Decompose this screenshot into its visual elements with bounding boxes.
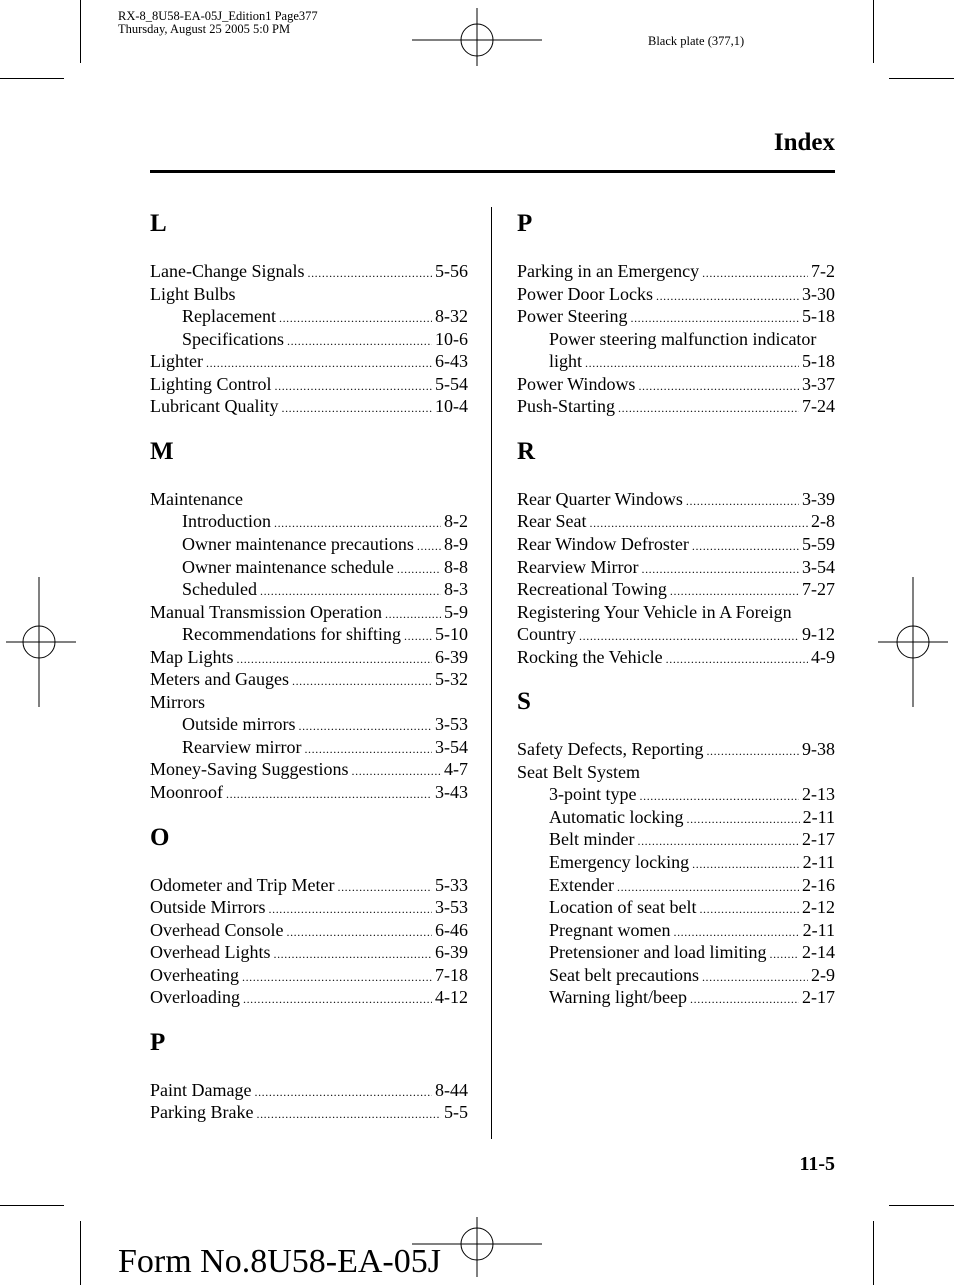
index-entry	[517, 510, 835, 534]
index-subentry	[549, 851, 835, 875]
entry-label: Owner maintenance schedule	[182, 556, 394, 577]
dot-leader	[637, 828, 799, 852]
index-entry	[150, 395, 468, 419]
entry-page-ref: 7-18	[435, 964, 468, 985]
entry-label: Specifications	[182, 328, 284, 349]
dot-leader	[638, 373, 799, 397]
entry-page-ref: 8-44	[435, 1079, 468, 1100]
index-entry	[517, 646, 835, 670]
entry-page-ref: 5-9	[444, 601, 468, 622]
index-entry	[150, 283, 468, 305]
entry-page-ref: 2-11	[802, 806, 835, 827]
dot-leader	[256, 1101, 441, 1125]
dot-leader	[769, 941, 799, 965]
entry-label: Paint Damage	[150, 1079, 252, 1100]
entry-page-ref: 7-27	[802, 579, 835, 600]
dot-leader	[337, 874, 432, 898]
crop-mark	[80, 0, 81, 63]
index-subentry	[549, 806, 835, 830]
entry-label: Light Bulbs	[150, 283, 236, 304]
dot-leader	[304, 736, 432, 760]
index-subentry	[182, 578, 468, 602]
index-entry	[517, 260, 835, 284]
entry-label: Replacement	[182, 306, 276, 327]
index-entry	[150, 1079, 468, 1103]
index-entry	[150, 601, 468, 625]
entry-label: Rocking the Vehicle	[517, 646, 663, 667]
print-timestamp: Thursday, August 25 2005 5:0 PM	[118, 22, 291, 36]
entry-label: Maintenance	[150, 488, 243, 509]
entry-label: Odometer and Trip Meter	[150, 874, 335, 895]
dot-leader	[666, 646, 808, 670]
entry-label: Money-Saving Suggestions	[150, 759, 349, 780]
index-entry	[517, 578, 835, 602]
entry-page-ref: 5-56	[435, 261, 468, 281]
entry-label: Emergency locking	[549, 852, 690, 872]
entry-page-ref: 3-37	[802, 373, 835, 394]
entry-page-ref: 8-3	[444, 579, 468, 600]
index-subentry	[549, 896, 835, 920]
print-plate: Black plate (377,1)	[648, 34, 745, 48]
index-entry	[150, 646, 468, 670]
title-rule	[150, 170, 835, 173]
entry-page-ref: 9-38	[802, 739, 835, 760]
index-subentry	[549, 874, 835, 898]
section-letter: S	[517, 688, 531, 716]
entry-label: Warning light/beep	[549, 987, 688, 1008]
index-entry	[150, 350, 468, 374]
index-subentry	[549, 919, 835, 943]
entry-page-ref: 4-9	[811, 646, 835, 667]
dot-leader	[273, 941, 432, 965]
entry-label: Manual Transmission Operation	[150, 601, 382, 622]
page-number: 11-5	[799, 1153, 835, 1175]
entry-label: Recommendations for shifting	[182, 624, 401, 645]
index-subentry	[549, 350, 835, 374]
entry-page-ref: 5-18	[802, 351, 835, 372]
registration-mark-icon	[412, 8, 542, 66]
entry-label: Parking in an Emergency	[517, 261, 700, 281]
entry-page-ref: 2-16	[802, 874, 835, 895]
entry-page-ref: 5-32	[435, 669, 468, 690]
index-entry	[517, 395, 835, 419]
index-subentry	[549, 986, 835, 1010]
index-entry	[517, 601, 835, 623]
entry-page-ref: 6-46	[435, 919, 468, 940]
index-entry	[517, 488, 835, 512]
entry-page-ref: 6-39	[435, 942, 468, 963]
entry-page-ref: 2-14	[802, 942, 835, 963]
dot-leader	[269, 896, 433, 920]
dot-leader	[641, 556, 799, 580]
section-letter: R	[517, 437, 536, 465]
entry-page-ref: 3-54	[802, 556, 835, 577]
section-letter: P	[517, 210, 533, 237]
entry-label: 3-point type	[549, 784, 637, 805]
index-subentry	[549, 328, 835, 350]
entry-page-ref: 2-11	[802, 919, 835, 940]
dot-leader	[690, 986, 799, 1010]
entry-label: Overhead Console	[150, 919, 284, 940]
entry-page-ref: 6-43	[435, 351, 468, 372]
dot-leader	[706, 738, 799, 762]
dot-leader	[579, 623, 799, 647]
entry-page-ref: 8-9	[444, 533, 468, 554]
index-entry	[517, 283, 835, 307]
dot-leader	[307, 260, 432, 284]
dot-leader	[275, 373, 433, 397]
entry-label: Recreational Towing	[517, 579, 667, 600]
index-entry	[517, 533, 835, 557]
entry-label: Rear Seat	[517, 511, 587, 532]
index-entry	[150, 488, 468, 510]
entry-page-ref: 5-18	[802, 306, 835, 327]
entry-page-ref: 6-39	[435, 646, 468, 667]
crop-mark	[873, 0, 874, 63]
entry-page-ref: 2-12	[802, 897, 835, 918]
entry-page-ref: 2-13	[802, 784, 835, 805]
dot-leader	[298, 713, 432, 737]
entry-label: Outside mirrors	[182, 714, 296, 735]
entry-page-ref: 3-54	[435, 736, 468, 757]
index-subentry	[182, 328, 468, 352]
dot-leader	[352, 758, 441, 782]
index-entry	[517, 556, 835, 580]
entry-label: Lighting Control	[150, 373, 272, 394]
dot-leader	[274, 510, 441, 534]
entry-page-ref: 2-11	[802, 852, 835, 872]
index-subentry	[549, 964, 835, 988]
dot-leader	[254, 1079, 432, 1103]
entry-label: Rear Quarter Windows	[517, 488, 683, 509]
entry-label: Location of seat belt	[549, 897, 697, 918]
dot-leader	[692, 533, 799, 557]
dot-leader	[617, 874, 799, 898]
entry-label: Overloading	[150, 987, 240, 1008]
index-entry	[150, 941, 468, 965]
entry-label: Seat belt precautions	[549, 964, 699, 985]
dot-leader	[702, 964, 808, 988]
entry-label: Moonroof	[150, 782, 223, 802]
dot-leader	[226, 781, 432, 805]
index-subentry	[549, 828, 835, 852]
index-entry	[150, 668, 468, 692]
entry-page-ref: 7-24	[802, 396, 835, 417]
entry-page-ref: 9-12	[802, 624, 835, 645]
entry-label: Owner maintenance precautions	[182, 533, 414, 554]
dot-leader	[287, 328, 432, 352]
entry-label: Extender	[549, 874, 614, 895]
entry-page-ref: 3-53	[435, 714, 468, 735]
index-entry	[517, 305, 835, 329]
print-file-info: RX-8_8U58-EA-05J_Edition1 Page377	[118, 9, 318, 23]
index-entry	[150, 373, 468, 397]
crop-mark	[889, 78, 954, 79]
entry-page-ref: 5-10	[435, 624, 468, 645]
section-letter: L	[150, 210, 167, 237]
dot-leader	[237, 646, 433, 670]
index-entry	[517, 738, 835, 762]
dot-leader	[206, 350, 432, 374]
index-entry	[150, 964, 468, 988]
entry-page-ref: 8-8	[444, 556, 468, 577]
entry-label: Country	[517, 624, 577, 645]
entry-page-ref: 5-54	[435, 373, 468, 394]
crop-mark	[0, 1205, 64, 1206]
entry-label: Power Windows	[517, 373, 636, 394]
dot-leader	[292, 668, 432, 692]
index-subentry	[182, 623, 468, 647]
index-subentry	[182, 510, 468, 534]
crop-mark	[873, 1221, 874, 1285]
index-entry	[150, 1101, 468, 1125]
dot-leader	[397, 556, 441, 580]
entry-page-ref: 7-2	[811, 261, 835, 281]
index-subentry	[549, 941, 835, 965]
entry-label: Introduction	[182, 511, 271, 532]
entry-label: Lighter	[150, 351, 203, 372]
entry-page-ref: 10-6	[435, 328, 468, 349]
entry-label: Scheduled	[182, 579, 257, 600]
entry-page-ref: 3-30	[802, 283, 835, 304]
entry-label: Pretensioner and load limiting	[549, 942, 767, 963]
entry-page-ref: 4-12	[435, 987, 468, 1008]
entry-label: Power Steering	[517, 306, 628, 327]
dot-leader	[699, 896, 799, 920]
entry-page-ref: 5-33	[435, 874, 468, 895]
dot-leader	[385, 601, 441, 625]
index-entry	[150, 896, 468, 920]
registration-mark-icon	[6, 577, 76, 707]
dot-leader	[243, 986, 432, 1010]
entry-label: light	[549, 351, 583, 372]
entry-label: Safety Defects, Reporting	[517, 739, 704, 760]
dot-leader	[242, 964, 432, 988]
index-subentry	[182, 305, 468, 329]
dot-leader	[404, 623, 432, 647]
entry-label: Lubricant Quality	[150, 396, 279, 417]
dot-leader	[656, 283, 799, 307]
entry-page-ref: 2-17	[802, 987, 835, 1008]
dot-leader	[417, 533, 441, 557]
index-entry	[517, 623, 835, 647]
index-subentry	[182, 736, 468, 760]
index-entry	[150, 986, 468, 1010]
entry-page-ref: 2-17	[802, 829, 835, 850]
index-entry	[517, 373, 835, 397]
entry-label: Overhead Lights	[150, 942, 271, 963]
dot-leader	[281, 395, 432, 419]
entry-label: Rearview mirror	[182, 736, 302, 757]
section-letter: P	[150, 1028, 166, 1056]
dot-leader	[702, 260, 808, 284]
page-title: Index	[773, 129, 835, 156]
entry-page-ref: 8-2	[444, 511, 468, 532]
entry-page-ref: 5-5	[444, 1102, 468, 1123]
entry-page-ref: 10-4	[435, 396, 468, 417]
entry-label: Rear Window Defroster	[517, 533, 689, 554]
index-subentry	[182, 713, 468, 737]
dot-leader	[585, 350, 799, 374]
crop-mark	[889, 1205, 954, 1206]
index-subentry	[182, 533, 468, 557]
entry-page-ref: 3-43	[435, 782, 468, 802]
section-letter: O	[150, 823, 170, 851]
dot-leader	[670, 578, 799, 602]
dot-leader	[260, 578, 441, 602]
dot-leader	[630, 305, 799, 329]
column-divider	[491, 207, 492, 1139]
dot-leader	[279, 305, 432, 329]
index-entry	[150, 758, 468, 782]
entry-label: Seat Belt System	[517, 761, 640, 782]
entry-label: Automatic locking	[549, 806, 684, 827]
dot-leader	[686, 806, 799, 830]
entry-label: Registering Your Vehicle in A Foreign	[517, 601, 792, 622]
entry-label: Pregnant women	[549, 919, 671, 940]
registration-mark-icon	[878, 577, 948, 707]
entry-label: Power steering malfunction indicator	[549, 328, 817, 349]
crop-mark	[80, 1221, 81, 1285]
dot-leader	[692, 851, 800, 875]
entry-label: Map Lights	[150, 646, 234, 667]
dot-leader	[640, 783, 800, 807]
index-entry	[150, 874, 468, 898]
entry-page-ref: 3-39	[802, 488, 835, 509]
dot-leader	[589, 510, 808, 534]
index-entry	[517, 761, 835, 783]
entry-label: Belt minder	[549, 829, 635, 850]
index-entry	[150, 260, 468, 284]
entry-label: Rearview Mirror	[517, 556, 639, 577]
entry-label: Lane-Change Signals	[150, 261, 305, 281]
dot-leader	[286, 919, 432, 943]
index-subentry	[549, 783, 835, 807]
index-entry	[150, 691, 468, 713]
entry-label: Overheating	[150, 964, 239, 985]
entry-label: Power Door Locks	[517, 283, 653, 304]
entry-label: Outside Mirrors	[150, 897, 266, 918]
entry-page-ref: 2-9	[811, 964, 835, 985]
dot-leader	[686, 488, 799, 512]
index-entry	[150, 781, 468, 805]
entry-label: Push-Starting	[517, 396, 616, 417]
form-number: Form No.8U58-EA-05J	[118, 1243, 441, 1280]
entry-page-ref: 4-7	[444, 759, 468, 780]
dot-leader	[618, 395, 799, 419]
entry-page-ref: 5-59	[802, 533, 835, 554]
entry-label: Meters and Gauges	[150, 669, 289, 690]
entry-label: Parking Brake	[150, 1102, 254, 1123]
crop-mark	[0, 78, 64, 79]
entry-page-ref: 3-53	[435, 897, 468, 918]
entry-page-ref: 2-8	[811, 511, 835, 532]
section-letter: M	[150, 437, 174, 465]
index-entry	[150, 919, 468, 943]
dot-leader	[673, 919, 799, 943]
entry-label: Mirrors	[150, 691, 205, 712]
index-subentry	[182, 556, 468, 580]
entry-page-ref: 8-32	[435, 306, 468, 327]
